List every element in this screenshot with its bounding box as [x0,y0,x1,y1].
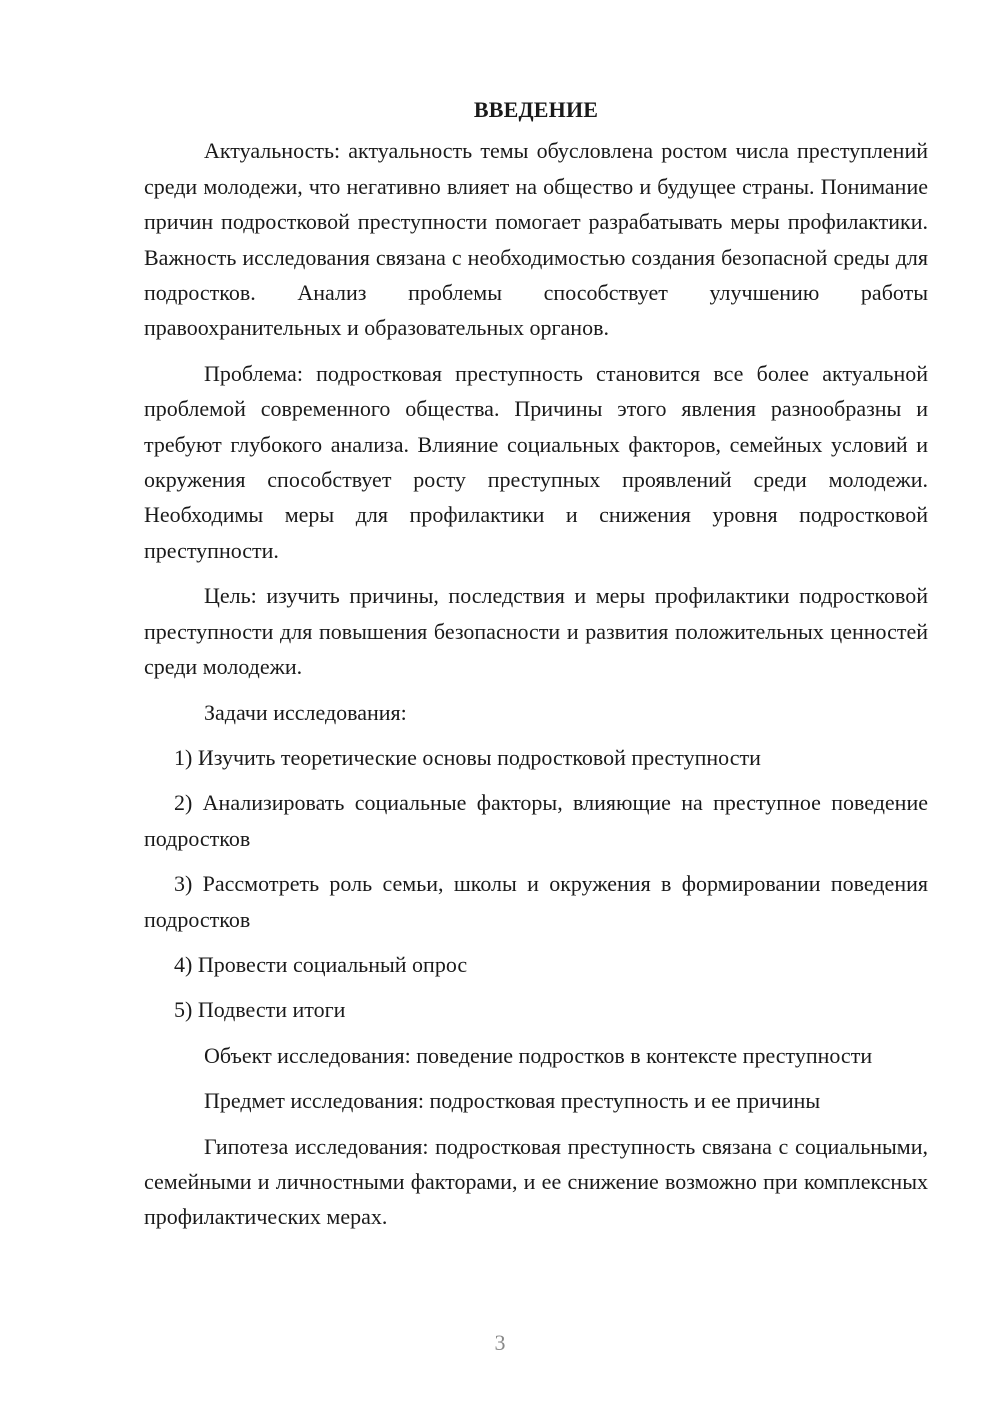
problem-paragraph: Проблема: подростковая преступность становится все более актуальной проблемой современного общества. Причины этого явления разнообразны и требуют глубокого анализа. Влияние социальных факторов, семейных условий и окружения способствует росту преступных проявлений среди молодежи. Необходимы меры для профилактики и снижения уровня подростковой преступности. [144,360,928,563]
relevance-paragraph: Актуальность: актуальность темы обусловлена ростом числа преступлений среди молодежи, что негативно влияет на общество и будущее страны. Понимание причин подростковой преступности помогает разрабатывать меры профилактики. Важность исследования связана с необходимостью создания безопасной среды для подростков. Анализ проблемы способствует улучшению работы правоохранительных и образовательных органов. [144,138,928,341]
task-item-3: 3) Рассмотреть роль семьи, школы и окружения в формировании поведения подростков [144,871,928,932]
page-title: ВВЕДЕНИЕ [473,97,599,122]
subject-paragraph: Предмет исследования: подростковая преступность и ее причины [204,1088,821,1114]
task-item-2: 2) Анализировать социальные факторы, влияющие на преступное поведение подростков [144,790,928,851]
goal-paragraph: Цель: изучить причины, последствия и меры профилактики подростковой преступности для повышения безопасности и развития положительных ценностей среди молодежи. [144,583,928,680]
page-number: 3 [494,1330,506,1355]
task-item-1: 1) Изучить теоретические основы подростковой преступности [174,744,761,770]
task-item-4: 4) Провести социальный опрос [174,951,468,977]
object-paragraph: Объект исследования: поведение подростков в контексте преступности [204,1042,873,1068]
page-content [144,92,928,1245]
task-item-5: 5) Подвести итоги [174,997,346,1023]
hypothesis-paragraph: Гипотеза исследования: подростковая преступность связана с социальными, семейными и личностными факторами, и ее снижение возможно при комплексных профилактических мерах. [144,1133,928,1230]
tasks-heading: Задачи исследования: [204,699,407,725]
